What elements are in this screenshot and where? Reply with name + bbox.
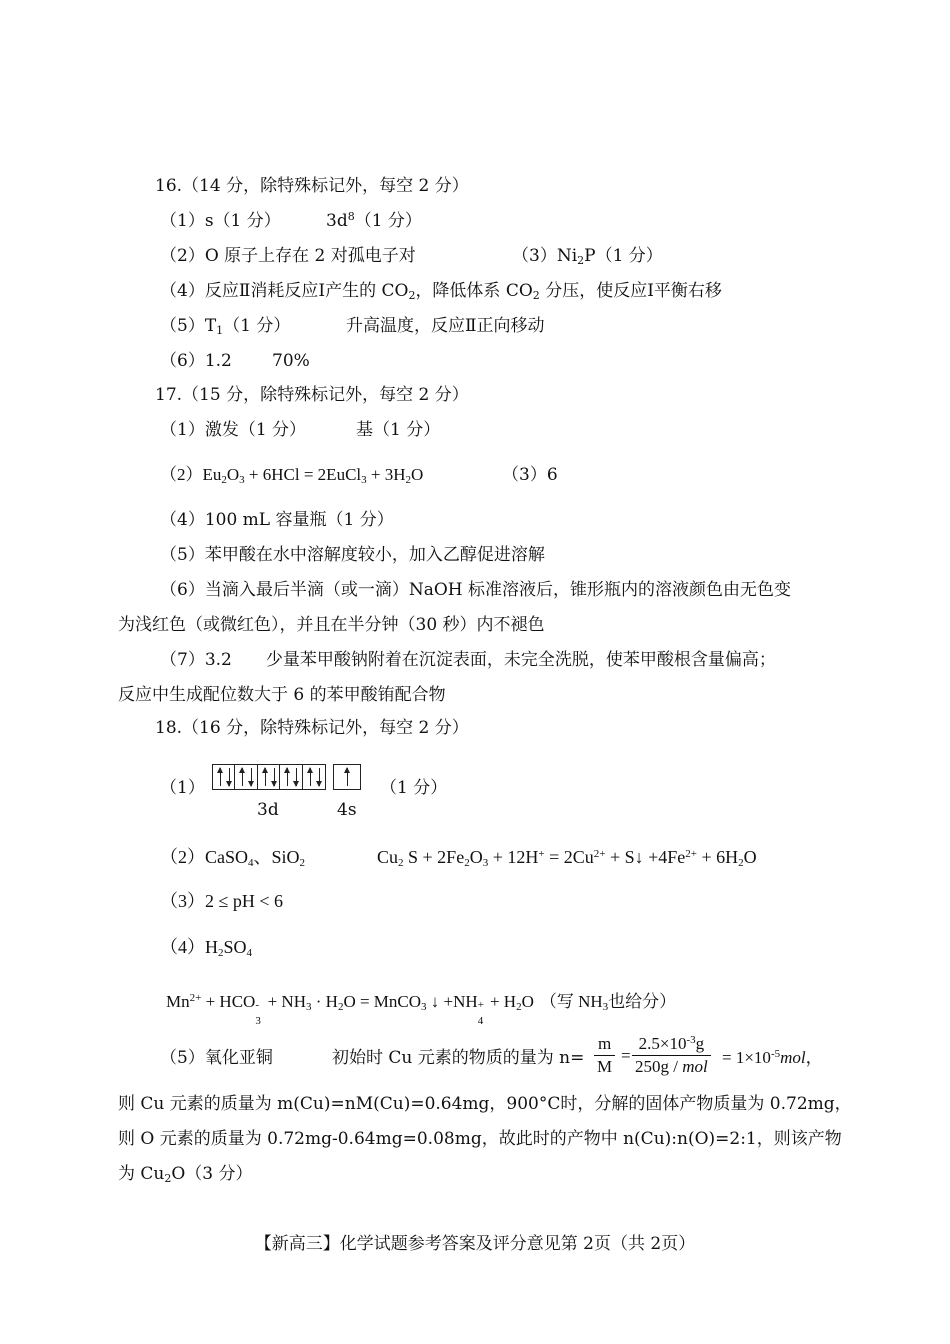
q18-solid-sio: 、SiO bbox=[253, 847, 300, 867]
orbital-box bbox=[334, 765, 360, 789]
line4-p1: 为 Cu bbox=[118, 1164, 165, 1184]
q18-eq2-t10: 3 bbox=[421, 1001, 427, 1013]
q16-answer-3 bbox=[512, 244, 663, 268]
frac1-denominator: M bbox=[597, 1057, 613, 1076]
q18-eq-t4: O bbox=[469, 847, 483, 867]
q18-eq2-t1: 2+ bbox=[189, 992, 202, 1004]
q18-eq2-t9: O = MnCO bbox=[343, 992, 422, 1011]
q18-a4-prefix: （4） bbox=[160, 937, 205, 957]
spin-up-arrow-icon bbox=[287, 768, 288, 786]
page-footer: 【新高三】化学试题参考答案及评分意见第 2页（共 2页） bbox=[254, 1234, 696, 1254]
q16-a3-sub: 2 bbox=[577, 254, 585, 267]
q17-answer-6-line1: （6）当滴入最后半滴（或一滴）NaOH 标准溶液后，锥形瓶内的溶液颜色由无色变 bbox=[160, 580, 791, 600]
q18-eq-t0: Cu bbox=[377, 847, 399, 867]
q16-a1-ans2-sup: 8 bbox=[347, 210, 355, 223]
spin-down-arrow-icon bbox=[296, 768, 297, 786]
q18-eq-t9: 2+ bbox=[593, 848, 606, 860]
q16-a1-prefix: （1）s（1 分） bbox=[160, 211, 281, 231]
q16-answer-1 bbox=[160, 209, 281, 233]
q18-a3-prefix: （3） bbox=[160, 891, 205, 911]
q18-a5-text1: 初始时 Cu 元素的物质的量为 n= bbox=[332, 1048, 585, 1068]
q16-a5-p1: （5）T bbox=[160, 316, 217, 336]
q16-answer-5-part2: 升高温度，反应Ⅱ正向移动 bbox=[346, 316, 545, 336]
q18-eq2-t2: + HCO bbox=[201, 992, 256, 1011]
q18-eq-t14: O bbox=[743, 847, 757, 867]
q16-a5-sub: 1 bbox=[216, 324, 224, 337]
result-exp: -5 bbox=[770, 1048, 781, 1060]
orbital-diagram-4s bbox=[333, 764, 361, 790]
q18-a4-h: H bbox=[205, 937, 218, 957]
q17-answer-3: （3）6 bbox=[502, 465, 558, 485]
q17-answer-1: （1）激发（1 分） bbox=[160, 420, 307, 440]
q17-eq-h: + 3H bbox=[366, 465, 406, 484]
spin-down-arrow-icon bbox=[319, 768, 320, 786]
q18-header: 18.（16 分，除特殊标记外，每空 2 分） bbox=[155, 718, 469, 738]
frac2-num-exp: -3 bbox=[686, 1034, 696, 1046]
q17-eq-sub2: 3 bbox=[239, 474, 245, 486]
result-value: = 1×10 bbox=[722, 1048, 771, 1067]
q16-a3-suffix: P（1 分） bbox=[584, 246, 663, 266]
q16-answer-4 bbox=[160, 279, 722, 303]
q18-a5-line2: 则 Cu 元素的质量为 m(Cu)=nM(Cu)=0.64mg，900°C时，分解的固体产物质量为 0.72mg， bbox=[118, 1094, 852, 1114]
frac2-den-value: 250g / bbox=[635, 1057, 683, 1076]
q18-a5-line3: 则 O 元素的质量为 0.72mg-0.64mg=0.08mg，故此时的产物中 n(Cu):n(O)=2:1，则该产物 bbox=[118, 1129, 842, 1149]
q17-eq-sub3: 3 bbox=[361, 474, 367, 486]
q17-answer-2 bbox=[160, 463, 423, 487]
q18-eq-t2: S + 2Fe bbox=[403, 847, 465, 867]
q18-eq2-t6: 3 bbox=[305, 1001, 312, 1013]
q18-eq-t10: + S↓ +4Fe bbox=[605, 847, 686, 867]
q16-header: 16.（14 分，除特殊标记外，每空 2 分） bbox=[155, 176, 469, 196]
q16-answer-6-part2: 70% bbox=[272, 351, 310, 371]
result-tail: ， bbox=[805, 1048, 823, 1067]
q18-a1-prefix: （1） bbox=[160, 778, 205, 798]
q18-eq2-t17: （写 NH bbox=[539, 992, 603, 1011]
line4-p2: O（3 分） bbox=[171, 1164, 253, 1184]
q16-answer-6: （6）1.2 bbox=[160, 351, 232, 371]
q16-a1-ans2: 3d bbox=[326, 211, 348, 231]
q16-answer-5 bbox=[160, 314, 290, 338]
q17-eq-eu: Eu bbox=[202, 465, 222, 484]
result-unit: mol bbox=[780, 1048, 806, 1067]
q17-eq-o: O bbox=[226, 465, 240, 484]
spin-down-arrow-icon bbox=[274, 768, 275, 786]
q18-eq2-t19: 也给分） bbox=[608, 992, 677, 1011]
q16-a3-prefix: （3）Ni bbox=[512, 246, 578, 266]
q18-a1-suffix: （1 分） bbox=[380, 778, 448, 798]
q18-eq-t12: + 6H bbox=[697, 847, 739, 867]
q18-a5-fraction-values bbox=[632, 1033, 711, 1078]
spin-up-arrow-icon bbox=[220, 768, 221, 786]
q18-eq-t11: 2+ bbox=[685, 848, 697, 860]
orbital-label-4s: 4s bbox=[337, 800, 357, 820]
q16-a1-ans2-suffix: （1 分） bbox=[354, 211, 422, 231]
q18-eq2-t18: 3 bbox=[602, 1001, 609, 1013]
q18-answer-3 bbox=[160, 889, 283, 913]
q18-a5-result bbox=[722, 1046, 823, 1070]
line4-sub: 2 bbox=[164, 1172, 172, 1185]
frac2-num-value: 2.5×10 bbox=[638, 1034, 687, 1053]
q17-eq-o2: O bbox=[411, 465, 424, 484]
q17-answer-6-line2: 为浅红色（或微红色），并且在半分钟（30 秒）内不褪色 bbox=[118, 615, 545, 635]
frac2-numerator bbox=[632, 1033, 711, 1056]
orbital-box bbox=[303, 765, 325, 789]
q18-eq2-t7: · H bbox=[311, 992, 338, 1011]
q17-header: 17.（15 分，除特殊标记外，每空 2 分） bbox=[155, 385, 469, 405]
q17-eq-sub4: 2 bbox=[405, 474, 412, 486]
q18-a4-equation-2: $Mn^{2+}$ + HCO - 3 + $NH_3 \cdot H_2O$ = MnCO$_3$ ↓ +NH + 4 + $H_2O$ （写 $NH_3$也给分） bbox=[166, 992, 677, 1027]
q18-eq-t6: + 12H bbox=[488, 847, 539, 867]
q18-eq-t13: 2 bbox=[738, 857, 744, 869]
q18-eq2-t11: ↓ +NH bbox=[426, 992, 478, 1011]
orbital-label-3d: 3d bbox=[257, 800, 279, 820]
q18-eq-t1: 2 bbox=[398, 857, 404, 869]
spin-up-arrow-icon bbox=[265, 768, 266, 786]
q16-a5-p2: （1 分） bbox=[223, 316, 291, 336]
q16-answer-2: （2）O 原子上存在 2 对孤电子对 bbox=[160, 246, 416, 266]
q18-answer-2 bbox=[160, 845, 305, 869]
frac2-num-unit: g bbox=[695, 1034, 705, 1053]
q17-answer-1-part2: 基（1 分） bbox=[356, 420, 441, 440]
q17-answer-7-line1: （7）3.2 少量苯甲酸钠附着在沉淀表面，未完全洗脱，使苯甲酸根含量偏高； bbox=[160, 650, 776, 670]
spin-up-arrow-icon bbox=[242, 768, 243, 786]
q18-eq2-t5: + NH bbox=[263, 992, 306, 1011]
frac2-denominator bbox=[632, 1056, 711, 1078]
q18-a2-prefix: （2） bbox=[160, 847, 205, 867]
q17-answer-4: （4）100 mL 容量瓶（1 分） bbox=[160, 510, 394, 530]
spin-down-arrow-icon bbox=[251, 768, 252, 786]
q18-a5-equals: = bbox=[621, 1046, 631, 1065]
q18-a4-sub2: 4 bbox=[246, 947, 253, 959]
spin-up-arrow-icon bbox=[347, 768, 348, 786]
frac2-den-unit: mol bbox=[682, 1057, 708, 1076]
q18-eq2-t8: 2 bbox=[337, 1001, 344, 1013]
q18-a4-sub1: 2 bbox=[218, 947, 224, 959]
q18-eq-t7: + bbox=[538, 848, 545, 860]
q17-answer-5: （5）苯甲酸在水中溶解度较小，加入乙醇促进溶解 bbox=[160, 545, 545, 565]
q17-eq-hcl: + 6HCl = 2EuCl bbox=[244, 465, 362, 484]
spin-up-arrow-icon bbox=[310, 768, 311, 786]
q16-a4-p3: 分压，使反应Ⅰ平衡右移 bbox=[539, 281, 722, 301]
q16-a4-sub2: 2 bbox=[532, 289, 540, 302]
q18-eq2-t15: 2 bbox=[516, 1001, 522, 1013]
q18-eq-t5: 3 bbox=[482, 857, 489, 869]
q16-a4-sub1: 2 bbox=[408, 289, 416, 302]
q18-solid-sub1: 4 bbox=[248, 857, 254, 869]
q18-a5-prefix: （5）氧化亚铜 bbox=[160, 1048, 273, 1068]
q18-eq-t8: = 2Cu bbox=[544, 847, 594, 867]
q18-solid-caso: CaSO bbox=[205, 847, 249, 867]
q18-eq2-t0: Mn bbox=[166, 992, 190, 1011]
q18-solid-sub2: 2 bbox=[299, 857, 306, 869]
orbital-box bbox=[235, 765, 257, 789]
q16-answer-1-part2 bbox=[326, 209, 422, 233]
q17-answer-7-line2: 反应中生成配位数大于 6 的苯甲酸铕配合物 bbox=[118, 685, 446, 705]
q18-a5-fraction-m-over-M bbox=[594, 1033, 615, 1078]
frac1-numerator: m bbox=[594, 1033, 615, 1056]
q18-answer-4 bbox=[160, 935, 252, 959]
orbital-box bbox=[258, 765, 280, 789]
q18-eq2-t16: O bbox=[521, 992, 534, 1011]
orbital-box bbox=[213, 765, 235, 789]
q16-a4-p2: ，降低体系 CO bbox=[415, 281, 533, 301]
q18-a2-equation bbox=[377, 845, 757, 869]
q18-eq2-t14: + H bbox=[485, 992, 517, 1011]
q18-a3-eq: 2 ≤ pH < 6 bbox=[205, 891, 284, 911]
orbital-diagram-3d bbox=[212, 764, 326, 790]
spin-down-arrow-icon bbox=[229, 768, 230, 786]
q17-eq-sub1: 2 bbox=[221, 474, 227, 486]
q18-a5-line4 bbox=[118, 1162, 253, 1186]
q16-a4-p1: （4）反应Ⅱ消耗反应Ⅰ产生的 CO bbox=[160, 281, 409, 301]
orbital-box bbox=[280, 765, 302, 789]
q17-a2-prefix: （2） bbox=[160, 465, 203, 484]
q18-a4-so: SO bbox=[223, 937, 247, 957]
q18-eq-t3: 2 bbox=[464, 857, 470, 869]
